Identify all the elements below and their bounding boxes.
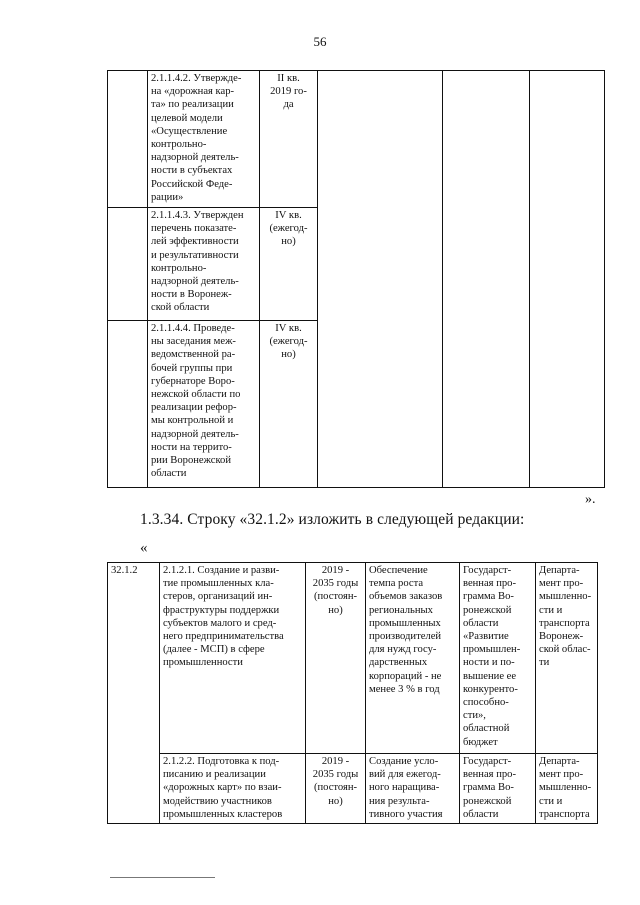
program-cell: Государст- венная про- грамма Во- ронежской области bbox=[460, 754, 536, 824]
term-cell: 2019 - 2035 годы (постоян- но) bbox=[306, 754, 366, 824]
executor-cell: Департа- мент про- мышленно- сти и транспорта Воронеж- ской облас- ти bbox=[536, 563, 598, 754]
code-cell bbox=[108, 208, 148, 321]
code-cell bbox=[108, 321, 148, 488]
instruction-paragraph: 1.3.34. Строку «32.1.2» изложить в следующей редакции: bbox=[140, 511, 525, 528]
event-cell: 2.1.1.4.3. Утвержден перечень показате- лей эффективности и результативности контрольно- надзорной деятель- ности в Воронеж- ской области bbox=[148, 208, 260, 321]
event-cell: 2.1.2.2. Подготовка к под- писанию и реализации «дорожных карт» по взаи- модействию участников промышленных кластеров bbox=[160, 754, 306, 824]
executor-cell bbox=[530, 71, 605, 488]
result-cell: Обеспечение темпа роста объемов заказов региональных промышленных производителей для нужд госу- дарственных корпораций - не менее 3 % в год bbox=[366, 563, 460, 754]
program-cell: Государст- венная про- грамма Во- ронежской области «Развитие промышлен- ности и по- вышение ее конкуренто- способно- сти», областной бюджет bbox=[460, 563, 536, 754]
event-cell: 2.1.2.1. Создание и разви- тие промышленных кла- стеров, организаций ин- фраструктуры поддержки субъектов малого и сред- него предпринимательства (далее - МСП) в сфере промышленности bbox=[160, 563, 306, 754]
top-table bbox=[107, 70, 605, 488]
table-row bbox=[108, 563, 598, 754]
term-cell: IV кв. (ежегод- но) bbox=[260, 321, 318, 488]
executor-cell: Департа- мент про- мышленно- сти и транспорта bbox=[536, 754, 598, 824]
event-cell: 2.1.1.4.4. Проведе- ны заседания меж- ведомственной ра- бочей группы при губернаторе Воро- нежской области по реализации рефор- мы контрольной и надзорной деятель- ности на террито- рии Воронежской области bbox=[148, 321, 260, 488]
result-cell: Создание усло- вий для ежегод- ного наращива- ния результа- тивного участия bbox=[366, 754, 460, 824]
term-cell: 2019 - 2035 годы (постоян- но) bbox=[306, 563, 366, 754]
event-cell: 2.1.1.4.2. Утвержде- на «дорожная кар- та» по реализации целевой модели «Осуществление контрольно- надзорной деятель- ности в субъектах Российской Феде- рации» bbox=[148, 71, 260, 208]
closing-quote: ». bbox=[585, 492, 596, 507]
opening-quote: « bbox=[140, 540, 148, 556]
code-cell bbox=[108, 71, 148, 208]
term-cell: IV кв. (ежегод- но) bbox=[260, 208, 318, 321]
program-cell bbox=[443, 71, 530, 488]
table-row bbox=[108, 71, 605, 208]
result-cell bbox=[318, 71, 443, 488]
term-cell: II кв. 2019 го- да bbox=[260, 71, 318, 208]
code-cell: 32.1.2 bbox=[108, 563, 160, 824]
page-number: 56 bbox=[313, 34, 327, 49]
bottom-table bbox=[107, 562, 598, 824]
table-row bbox=[108, 754, 598, 824]
footnote-divider bbox=[110, 877, 215, 878]
